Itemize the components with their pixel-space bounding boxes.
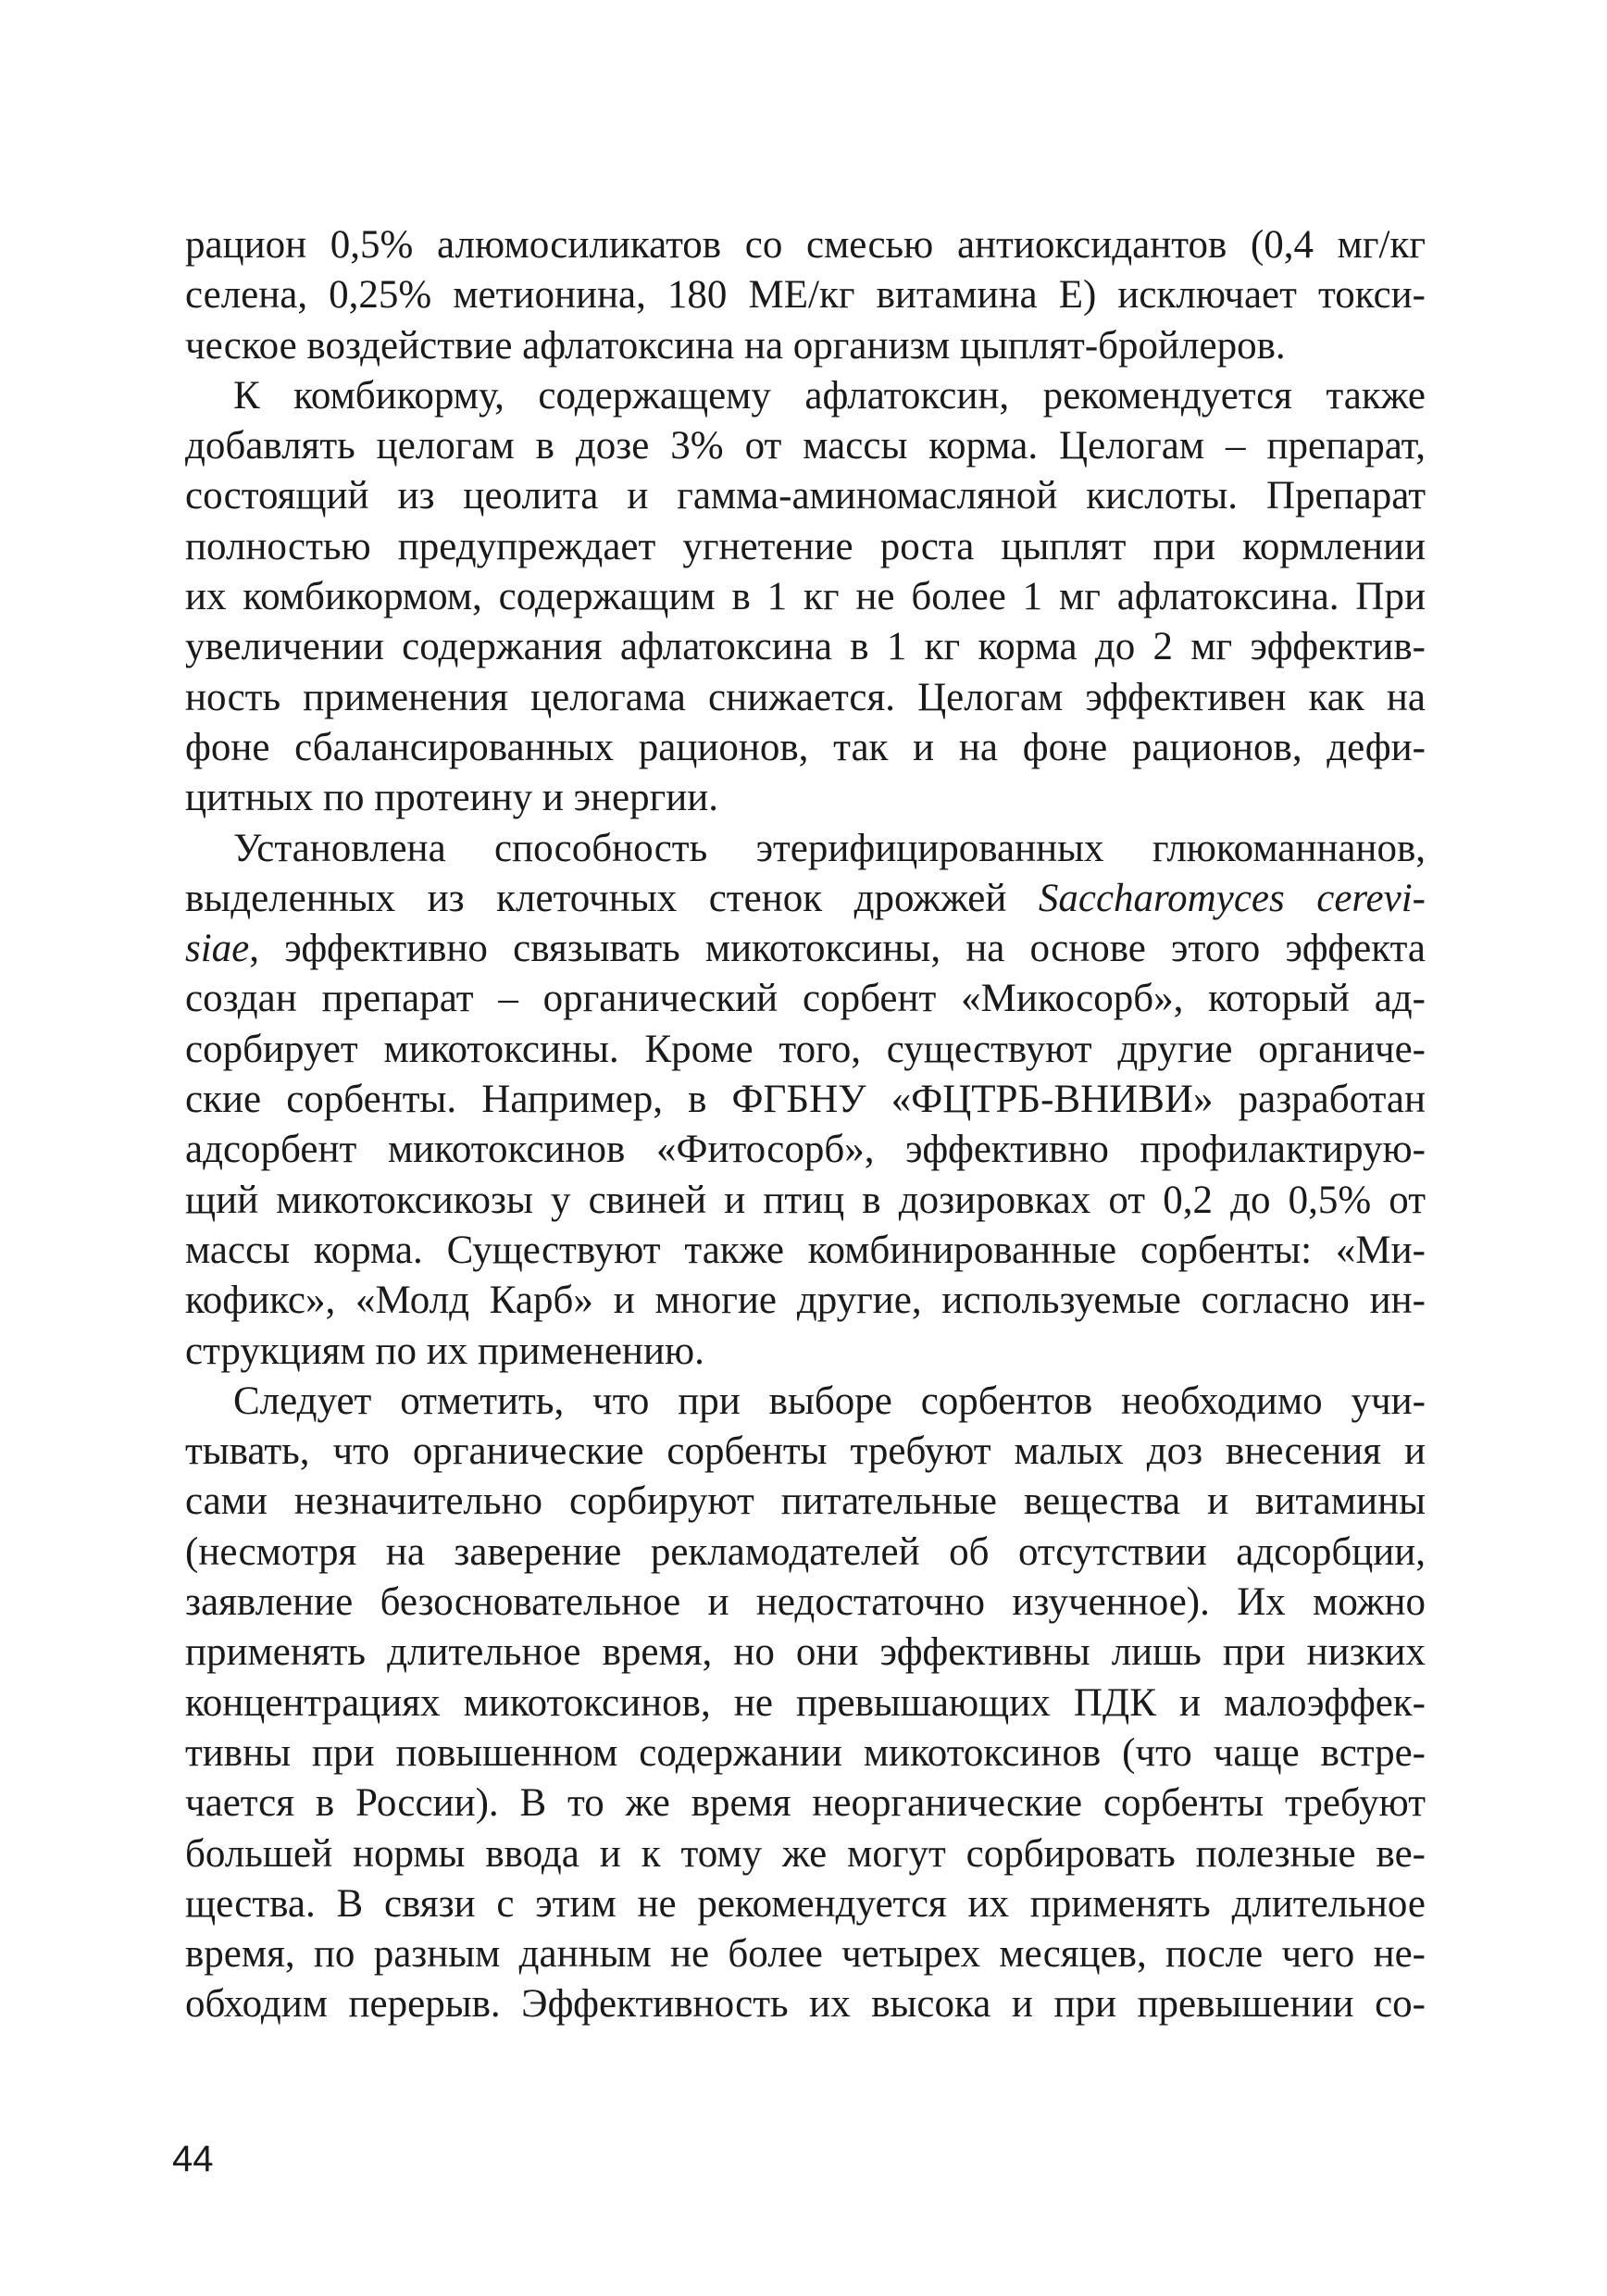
line-text: рацион 0,5% алюмосиликатов со смесью антиоксидантов (0,4 мг/кг xyxy=(185,223,1426,267)
text-line xyxy=(185,1226,1426,1276)
text-line xyxy=(185,1778,1426,1828)
line-text: ские сорбенты. Например, в ФГБНУ «ФЦТРБ-ВНИВИ» разработан xyxy=(185,1078,1426,1122)
text-line xyxy=(185,1075,1426,1125)
text-line xyxy=(185,622,1426,672)
text-line xyxy=(185,824,1426,874)
text-line xyxy=(185,723,1426,773)
line-text: увеличении содержания афлатоксина в 1 кг корма до 2 мг эффектив- xyxy=(185,625,1426,669)
line-text: цитных по протеину и энергии. xyxy=(185,776,719,820)
text-line xyxy=(185,1929,1426,1979)
line-text: Установлена способность этерифицированных глюкоманнанов, xyxy=(233,826,1426,870)
line-text: , эффективно связывать микотоксины, на основе этого эффекта xyxy=(249,927,1426,971)
line-text: К комбикорму, содержащему афлатоксин, рекомендуется также xyxy=(233,373,1426,418)
line-text: струкциям по их применению. xyxy=(185,1329,704,1373)
line-text: состоящий из цеолита и гамма-аминомасляной кислоты. Препарат xyxy=(185,474,1426,518)
text-line xyxy=(185,522,1426,572)
line-text: большей нормы ввода и к тому же могут сорбировать полезные ве- xyxy=(185,1831,1426,1876)
line-text: тывать, что органические сорбенты требуют малых доз внесения и xyxy=(185,1429,1426,1474)
text-line xyxy=(185,270,1426,320)
text-line xyxy=(185,1578,1426,1628)
line-text: селена, 0,25% метионина, 180 МЕ/кг витамина Е) исключает токси- xyxy=(185,273,1426,318)
text-line xyxy=(185,673,1426,723)
line-text: их комбикормом, содержащим в 1 кг не более 1 мг афлатоксина. При xyxy=(185,575,1426,619)
line-text: концентрациях микотоксинов, не превышающих ПДК и малоэффек- xyxy=(185,1680,1426,1725)
line-text: (несмотря на заверение рекламодателей об отсутствии адсорбции, xyxy=(185,1529,1426,1574)
line-text: ческое воздействие афлатоксина на организм цыплят-бройлеров. xyxy=(185,323,1286,368)
line-text: тивны при повышенном содержании микотоксинов (что чаще встре- xyxy=(185,1730,1426,1775)
text-line xyxy=(185,220,1426,270)
text-line xyxy=(185,1678,1426,1728)
line-text: ность применения целогама снижается. Целогам эффективен как на xyxy=(185,675,1426,719)
line-text: добавлять целогам в дозе 3% от массы корма. Целогам – препарат, xyxy=(185,424,1426,468)
line-text: обходим перерыв. Эффективность их высока и при превышении со- xyxy=(185,1982,1426,2027)
text-line xyxy=(185,1477,1426,1527)
text-line xyxy=(185,924,1426,974)
italic-text: siae xyxy=(185,927,250,971)
line-text: выделенных из клеточных стенок дрожжей xyxy=(185,876,1039,920)
line-text: щий микотоксикозы у свиней и птиц в дозировках от 0,2 до 0,5% от xyxy=(185,1178,1426,1222)
line-text: заявление безосновательное и недостаточно изученное). Их можно xyxy=(185,1580,1426,1625)
text-line xyxy=(185,1728,1426,1778)
line-text: сорбирует микотоксины. Кроме того, существуют другие органиче- xyxy=(185,1027,1426,1071)
italic-text: Saccharomyces cerevi- xyxy=(1038,876,1426,920)
text-line xyxy=(185,1829,1426,1879)
text-line xyxy=(185,572,1426,622)
line-text: фоне сбалансированных рационов, так и на фоне рационов, дефи- xyxy=(185,725,1426,769)
line-text: массы корма. Существуют также комбинированные сорбенты: «Ми- xyxy=(185,1228,1426,1272)
text-line xyxy=(185,1377,1426,1427)
text-line xyxy=(185,1528,1426,1578)
text-line xyxy=(185,1176,1426,1226)
line-text: применять длительное время, но они эффективны лишь при низких xyxy=(185,1630,1426,1675)
text-line xyxy=(185,1979,1426,2029)
text-line xyxy=(185,1125,1426,1175)
line-text: время, по разным данным не более четырех месяцев, после чего не- xyxy=(185,1932,1426,1977)
line-text: кофикс», «Молд Карб» и многие другие, используемые согласно ин- xyxy=(185,1279,1426,1323)
text-line xyxy=(185,1276,1426,1326)
body-text xyxy=(185,220,1426,2030)
line-text: щества. В связи с этим не рекомендуется их применять длительное xyxy=(185,1881,1426,1926)
text-line xyxy=(185,1427,1426,1477)
text-line xyxy=(185,371,1426,421)
line-text: полностью предупреждает угнетение роста цыплят при кормлении xyxy=(185,524,1426,568)
text-line xyxy=(185,1025,1426,1075)
text-line xyxy=(185,974,1426,1024)
text-line xyxy=(185,1879,1426,1929)
line-text: сами незначительно сорбируют питательные вещества и витамины xyxy=(185,1479,1426,1524)
line-text: чается в России). В то же время неорганические сорбенты требуют xyxy=(185,1781,1426,1826)
text-line xyxy=(185,773,1426,823)
text-line xyxy=(185,1628,1426,1678)
text-line xyxy=(185,471,1426,521)
line-text: создан препарат – органический сорбент «Микосорб», который ад- xyxy=(185,977,1426,1021)
page-number: 44 xyxy=(172,2139,214,2179)
text-line xyxy=(185,1327,1426,1377)
text-line xyxy=(185,321,1426,371)
line-text: адсорбент микотоксинов «Фитосорб», эффективно профилактирую- xyxy=(185,1128,1426,1172)
line-text: Следует отметить, что при выборе сорбентов необходимо учи- xyxy=(233,1379,1426,1423)
text-line xyxy=(185,421,1426,471)
text-line xyxy=(185,874,1426,924)
